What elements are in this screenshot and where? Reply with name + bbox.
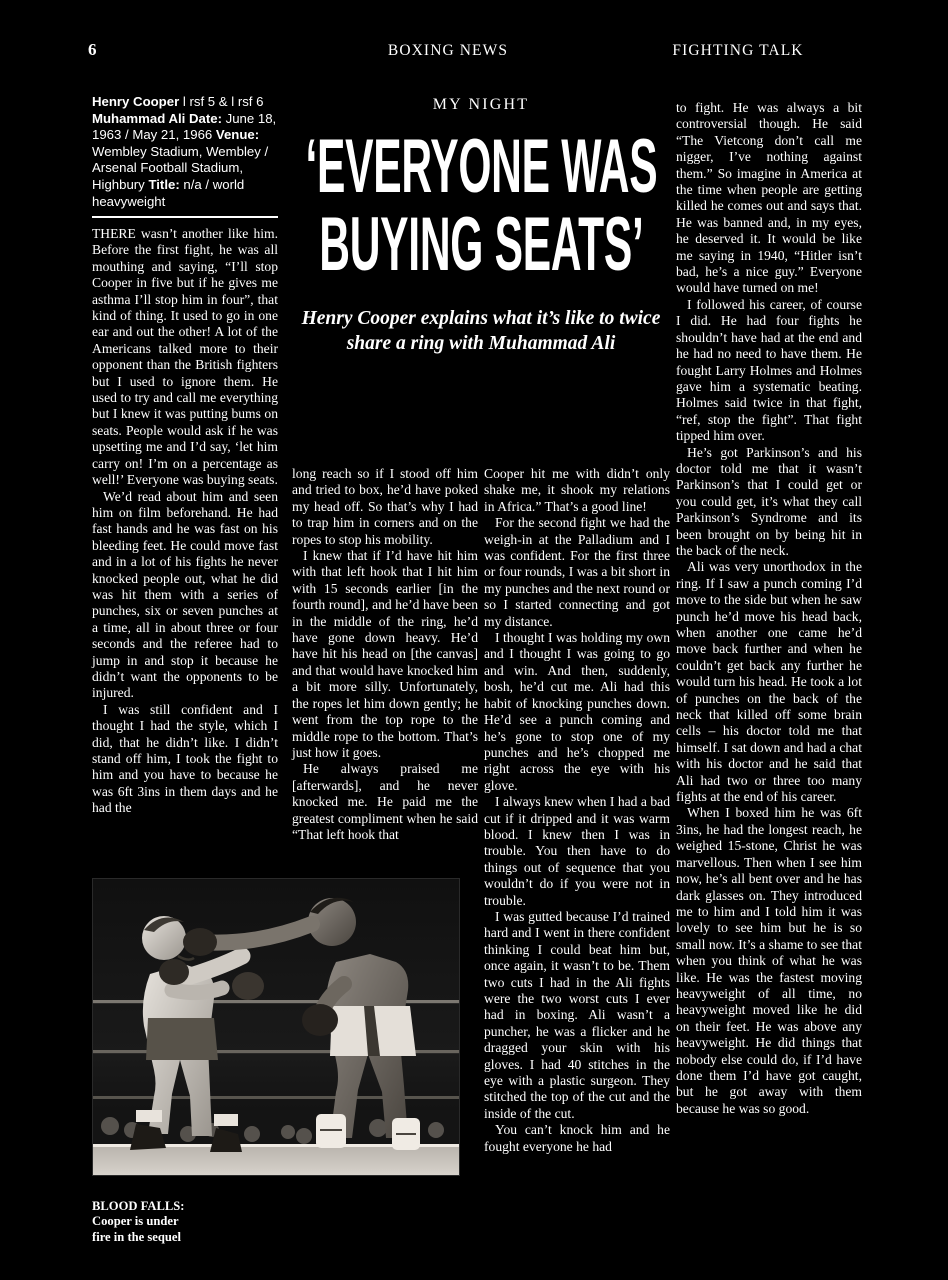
fight-result: l rsf 5 & l rsf 6 [179,94,264,109]
body-paragraph: I thought I was holding my own and I thought I was going to go and win. And then, suddenly, bosh, he’d cut me. Ali had this habit of knocking punches down. He’d see a punch coming and he’s gone to stop one of my punches and he’s chopped me right across the eye with his glove. [484,630,670,793]
boxing-photo-illustration [92,878,460,1176]
running-head [88,40,860,64]
body-column-3 [484,466,670,1155]
body-paragraph: long reach so if I stood off him and tried to box, he’d have poked my head off. So that’s why I had to trap him in corners and on the ropes to stop his mobility. [292,466,478,547]
body-paragraph: Ali was very unorthodox in the ring. If I saw a punch coming I’d move to the side but when he saw punch he’d move his head back, when another one came he’d move back further and when he couldn’t get back any further he would turn his head. He took a lot of punches on the back of the neck that killed off some brain cells – his doctor told me that himself. I sat down and had a chat with his doctor and he said that Ali had two or three too many fights at the end of his career. [676,559,862,805]
title-label: Title: [148,176,180,192]
page-number: 6 [88,40,97,59]
body-paragraph: I followed his career, of course I did. He had four fights he shouldn’t have had at the end and he had no need to have them. He fought Larry Holmes and Holmes gave him a systematic beating. Holmes said twice in that fight, “ref, stop the fight”. That fight tipped him over. [676,296,862,444]
body-column-2 [292,466,478,843]
body-paragraph: When I boxed him he was 6ft 3ins, he had the longest reach, he weighed 15-stone, Christ he was marvellous. Then when I see him now, he’s all bent over and he has dark glasses on. They introduced me to him and I told him it was lovely to see him but he is so small now. It’s a shame to see that when you think of what he was like. He was the fastest moving heavyweight of all time, no heavyweight moved like he did on their feet. He was above any heavyweight. He did things that nobody else could do, if I’d have done them I’d have got caught, but he got away with them because he was so good. [676,805,862,1116]
headline-line-2: BUYING SEATS’ [318,202,644,287]
body-paragraph: I was still confident and I thought I had the style, which I did, that he didn’t like. I didn’t stand off him, I took the fight to him and you have to because he was 6ft 3ins in them days and he had the [92,701,278,816]
body-paragraph: He always praised me [afterwards], and he never knocked me. He paid me the greatest compliment when he said “That left hook that [292,761,478,842]
venue-value: Wembley Stadium, Wembley / Arsenal Football Stadium, Highbury [92,143,269,192]
photo-caption [92,1199,302,1245]
body-column-4 [676,100,862,1117]
opponent-name: Muhammad Ali [92,110,186,126]
body-paragraph: Cooper hit me with didn’t only shake me, it shook my relations in Africa.” That’s a good line! [484,466,670,514]
caption-line-3: fire in the sequel [92,1229,181,1244]
title-value: n/a / world heavyweight [92,176,245,209]
date-label: Date: [188,110,222,126]
caption-lead: BLOOD FALLS: [92,1199,185,1213]
caption-line-2: Cooper is under [92,1214,179,1229]
body-paragraph: You can’t knock him and he fought everyone he had [484,1122,670,1154]
kicker: MY NIGHT [432,96,530,113]
body-paragraph: He’s got Parkinson’s and his doctor told me that it wasn’t Parkinson’s that I could get or you could get, it’s what they call Parkinson’s Syndrome and its been brought on by being hit in the back of the neck. [676,444,862,558]
fighter-name: Henry Cooper [92,94,180,109]
date-value: June 18, 1963 / May 21, 1966 [92,110,277,143]
fight-fact-box [92,94,278,210]
fight-photograph [92,878,460,1176]
fact-box-divider [92,216,278,218]
headline-line-1: ‘EVERYONE WAS [305,124,657,209]
body-paragraph: to fight. He was always a bit controversial though. He said “The Vietcong don’t call me nigger, I’ve nothing against them.” So imagine in America at the time when people are getting killed he comes out and says that. He was banned and, in my eyes, he deserved it. It would be like me saying in 1940, “Hitler isn’t bad, he’s a nice guy.” Everyone would have turned on me! [676,100,862,296]
standfirst: Henry Cooper explains what it’s like to twice share a ring with Muhammad Ali [301,308,661,354]
headline-block [292,96,670,356]
body-paragraph: I was gutted because I’d trained hard and I went in there confident thinking I could beat him but, once again, it wasn’t to be. Them two cuts I had in the Ali fights were the two worst cuts I ever had in boxing. Ali wasn’t a puncher, he was a flicker and he dragged your skin with his gloves. I had 40 stitches in the eye with a plastic surgeon. They stitched the top of the cut and the inside of the cut. [484,908,670,1121]
venue-label: Venue: [215,127,260,143]
body-column-1 [92,226,278,817]
body-paragraph: I always knew when I had a bad cut if it dripped and it was warm blood. I knew then I was in trouble. You then have to do things out of sequence that you wouldn’t do if you were not in trouble. [484,794,670,908]
body-paragraph: For the second fight we had the weigh-in at the Palladium and I was confident. For the first three or four rounds, I was a bit short in my punches and the next round or so I started connecting and got my distance. [484,515,670,629]
body-paragraph: I knew that if I’d have hit him with that left hook that I hit him with 15 seconds earlier [in the fourth round], and he’d have been in the middle of the ring, he’d have gone down heavy. He’d have hit his head on [the canvas] and that would have knocked him a bit more silly. Unfortunately, the ropes let him down gently; he went from the top rope to the middle rope to the bottom. That’s just how it goes. [292,548,478,760]
section-title: FIGHTING TALK [672,42,804,59]
body-paragraph: THERE wasn’t another like him. Before the first fight, he was all mouthing and saying, “I’ll stop Cooper in five but if he gives me asthma I’ll stop him in four”, that kind of thing. It used to go in one ear and out the other! A lot of the Americans talked more to their opponent than the British fighters but I used to ignore them. He used to try and call me everything but I knew it was putting bums on seats. People would ask if he was upsetting me and I’d say, ‘let him carry on! I’m on a percentage as well!’ Everyone was buying seats. [92,226,278,488]
publication-title: BOXING NEWS [387,42,509,59]
body-paragraph: We’d read about him and seen him on film beforehand. He had fast hands and he was fast on his bleeding feet. He could move fast and in a lot of his fights he never knocked people out, what he did was hit them with a series of punches, six or seven punches at a time, all in about three or four seconds and the referee had to jump in and stop it because he didn’t want the opponents to be injured. [92,488,278,701]
